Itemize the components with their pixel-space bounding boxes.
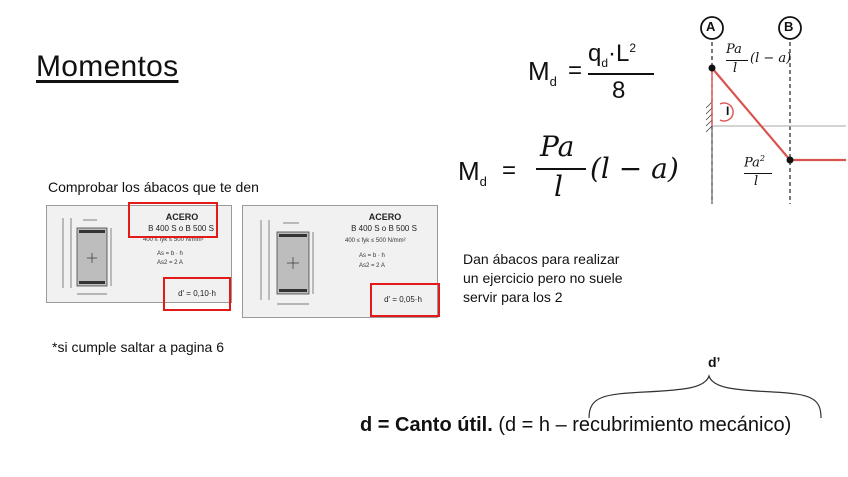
definition-rest: (d = h – recubrimiento mecánico) xyxy=(492,414,792,436)
section-sketch-1 xyxy=(51,212,131,298)
highlight-acero-1 xyxy=(128,202,218,238)
moment-marker: I xyxy=(726,104,730,118)
top-label-num: Pa xyxy=(726,42,742,57)
left-note: Comprobar los ábacos que te den xyxy=(48,179,259,195)
acero-grades: B 400 S o B 500 S xyxy=(148,224,214,233)
formula-lhs: $M_d$ xyxy=(458,156,487,190)
formula-denominator: 8 xyxy=(612,77,626,104)
page-title: Momentos xyxy=(36,50,179,83)
fraction-bar xyxy=(588,73,654,75)
section-sketch-2 xyxy=(249,214,329,310)
footnote: *si cumple saltar a pagina 6 xyxy=(52,339,224,355)
curly-brace xyxy=(585,372,825,420)
formula-tail: (l − a) xyxy=(590,152,679,185)
top-label-den: l xyxy=(733,61,738,76)
formula-eq: = xyxy=(502,157,517,184)
label-a: A xyxy=(706,19,716,34)
right-note-line: Dan ábacos para realizar xyxy=(463,251,620,267)
d-prime-value: d' = 0,05·h xyxy=(384,295,422,304)
as2-formula: As2 = 2 A xyxy=(359,263,385,269)
d-prime-label: d’ xyxy=(708,354,721,370)
highlight-dprime-2 xyxy=(370,283,440,317)
fyk-range: 400 ≤ fyk ≤ 500 N/mm² xyxy=(345,238,406,244)
bottom-label-num: Pa$^2$ xyxy=(744,154,766,171)
definition-line xyxy=(360,414,791,437)
label-b: B xyxy=(784,19,794,34)
right-note-line: un ejercicio pero no suele xyxy=(463,270,623,286)
formula-denominator: l xyxy=(554,170,563,203)
top-label-tail: (l − a) xyxy=(750,51,792,66)
as2-formula: As2 = 2 A xyxy=(157,260,183,266)
as-formula: As = b · h xyxy=(157,251,183,257)
acero-label: ACERO xyxy=(165,212,199,222)
d-prime-value: d' = 0,10·h xyxy=(178,289,216,298)
moment-diagram-graphic xyxy=(686,8,846,204)
fyk-range: 400 ≤ fyk ≤ 500 N/mm² xyxy=(143,237,204,243)
moment-diagram xyxy=(686,8,846,204)
formula-uniform-load xyxy=(528,40,668,110)
highlight-dprime-1 xyxy=(163,277,231,311)
formula-numerator: $q_d\cdot L^2$ xyxy=(588,40,637,70)
acero-grades: B 400 S o B 500 S xyxy=(351,224,417,233)
definition-bold: d = Canto útil. xyxy=(360,414,493,436)
formula-eq: = xyxy=(568,57,583,84)
as-formula: As = b · h xyxy=(359,253,385,259)
formula-point-load xyxy=(458,130,678,206)
right-note xyxy=(463,250,623,307)
right-note-line: servir para los 2 xyxy=(463,289,563,305)
formula-lhs: $M_d$ xyxy=(528,56,557,90)
acero-label: ACERO xyxy=(368,212,402,222)
bottom-label-den: l xyxy=(754,174,759,189)
formula-numerator: Pa xyxy=(540,130,575,163)
